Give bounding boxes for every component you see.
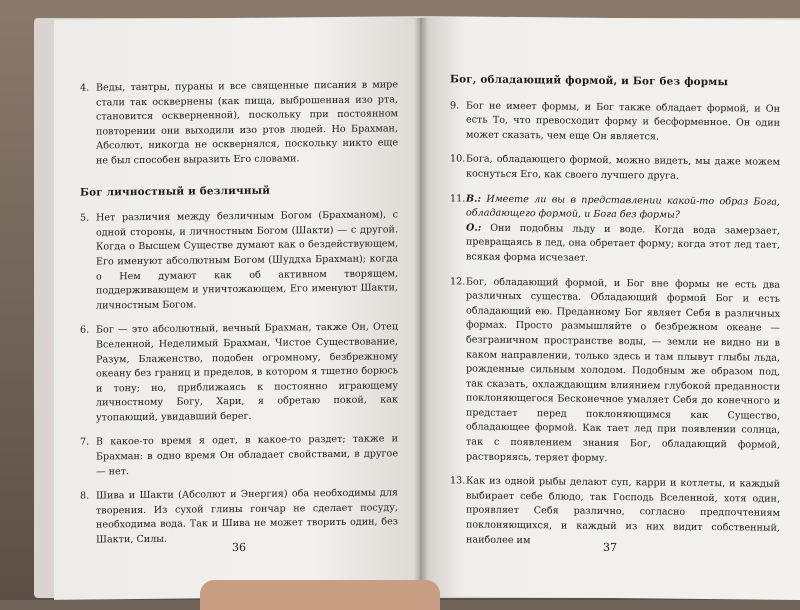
item-text: Веды, тантры, пураны и все священные писания в мире стали так осквернены (как пища, выброшенная изо рта, становится оскверненной), поскольку при постоянном повторении они выходили изо ртов людей. Но Брахман, Абсолют, никогда не осквернялся, поскольку никто еще не был способен выразить Его словами.: [96, 79, 398, 167]
list-item: [450, 153, 780, 186]
answer-text: Они подобны льду и воде. Когда вода замерзает, превращаясь в лед, она обретает форму; когда этот лед тает, всякая форма исчезает.: [466, 222, 780, 264]
question-answer: [466, 192, 780, 268]
left-page: [54, 16, 420, 600]
item-number: 7.: [80, 437, 90, 449]
list-item: [450, 475, 780, 551]
page-number: 36: [232, 540, 246, 555]
answer-label: О.:: [466, 222, 482, 234]
item-number: 10.: [450, 153, 466, 165]
item-text: Нет различия между безличным Богом (Брахманом), с одной стороны, и личностным Богом (Шакти) — с другой. Когда о Высшем Существе думают как о бездействующем, Его именуют абсолютным Богом (Шуддха Брахман); когда о Нем думают как об активном творящем, поддерживающем и уничтожающем, Его именуют Шакти, личностным Богом.: [96, 209, 398, 312]
item-text: Бога, обладающего формой, можно видеть, мы даже можем коснуться Его, как своего лучшего друга.: [466, 153, 780, 182]
list-item: [80, 208, 398, 313]
page-number: 37: [603, 540, 617, 555]
section-title: Бог, обладающий формой, и Бог без формы: [450, 73, 729, 89]
section-title: Бог личностный и безличный: [80, 184, 271, 199]
right-page-text: [450, 72, 780, 561]
hand-holding-book: [200, 580, 440, 610]
list-item: [450, 99, 780, 146]
list-item: [80, 78, 398, 169]
list-item: [450, 192, 780, 268]
item-number: 8.: [80, 490, 90, 502]
list-item: [80, 433, 398, 480]
question-text: Имеете ли вы в представлении какой-то образ Бога, обладающего формой, и Бога без формы?: [466, 193, 780, 221]
item-text: Бог — это абсолютный, вечный Брахман, также Он, Отец Вселенной, Неделимый Брахман, Чистое Существование, Разум, Блаженство, подобен огромному, безбрежному океану без границ и пределов, в котором я тщетно борюсь и тону; но, приближаясь к постоянно играющему личностному Богу, Хари, я обретаю покой, как утопающий, увидавший берег.: [96, 321, 398, 424]
item-text: Бог не имеет формы, и Бог также обладает формой, и Он есть То, что превосходит форму и бесформенное. Он один может сказать, чем еще Он является.: [466, 100, 780, 143]
left-page-text: [80, 78, 398, 558]
list-item: [80, 487, 398, 549]
question-label: В.:: [466, 193, 481, 205]
item-text: Шива и Шакти (Абсолют и Энергия) оба необходимы для творения. Из сухой глины гончар не сделает посуду, необходима вода. Так и Шива не может творить один, без Шакти, Силы.: [96, 487, 398, 546]
item-number: 5.: [80, 212, 90, 224]
item-number: 4.: [80, 82, 90, 94]
open-book: [34, 18, 800, 598]
item-text: В какое-то время я одет, в какое-то раздет; также и Брахман: в одно время Он обладает свойствами, в другое — нет.: [96, 433, 398, 478]
item-number: 12.: [450, 275, 466, 288]
item-number: 13.: [450, 475, 466, 487]
item-number: 11.: [450, 192, 466, 205]
list-item: [80, 321, 398, 426]
item-text: Как из одной рыбы делают суп, карри и котлеты, и каждый выбирает себе блюдо, так Господь Вселенной, хотя один, проявляет Себя различно, согласно предпочтениям поклоняющихся, и каждый из них видит собственный, наиболее им: [466, 475, 780, 546]
item-number: 6.: [80, 324, 90, 336]
right-page: [420, 16, 800, 600]
item-text: Бог, обладающий формой, и Бог вне формы не есть два различных существа. Обладающий формой Бог и есть обладающий ею. Преданному Бог являет Себя в различных формах. Просто размышляйте о безбрежном океане — безграничном пространстве воды, — земли не видно ни в каком направлении, только здесь и там плывут глыбы льда, рожденные сильным холодом. Подобным же образом под, так сказать, охлаждающим влиянием глубокой преданности поклоняющегося Бесконечное умаляет Себя до конечного и предстает перед поклоняющимся как Существо, обладающее формой. Как тает лед при появлении солнца, так с появлением знания Бог, обладающий формой, растворяясь, теряет форму.: [466, 276, 780, 464]
book-gutter: [414, 18, 428, 598]
item-number: 9.: [450, 99, 460, 112]
list-item: [450, 275, 780, 468]
